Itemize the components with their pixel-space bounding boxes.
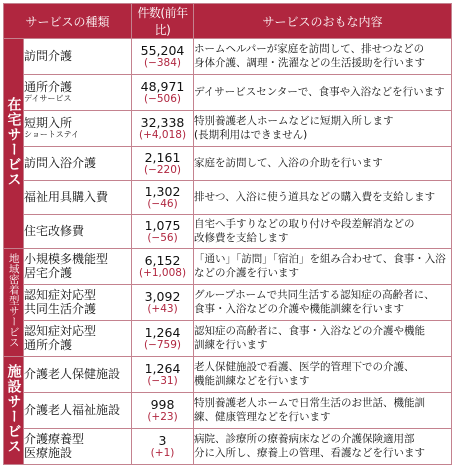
service-description: 特別養護老人ホームで日常生活のお世話、機能訓 練、健康管理などを行います: [194, 393, 452, 429]
header-row: [4, 4, 452, 39]
service-description: ホームヘルパーが家庭を訪問して、排せつなどの 身体介護、調理・洗濯などの生活援助を行います: [194, 39, 452, 75]
service-description: 特別養護老人ホームなどに短期入所します (長期利用はできません): [194, 111, 452, 147]
service-description: 家庭を訪問して、入浴の介助を行います: [194, 147, 452, 181]
service-name: 認知症対応型 通所介護: [24, 321, 132, 357]
service-count: 1,264 (−759): [132, 321, 194, 357]
table-row: [4, 249, 452, 285]
service-count: 6,152 (+1,008): [132, 249, 194, 285]
table-row: [4, 429, 452, 465]
service-description: グループホームで共同生活する認知症の高齢者に、 食事・入浴などの介護や機能訓練を行います: [194, 285, 452, 321]
service-name: 認知症対応型 共同生活介護: [24, 285, 132, 321]
service-count: 1,302 (−46): [132, 181, 194, 215]
service-count: 1,075 (−56): [132, 215, 194, 249]
table-row: [4, 357, 452, 393]
table-row: [4, 321, 452, 357]
service-description: デイサービスセンターで、食事や入浴などを行います: [194, 75, 452, 111]
service-name: 短期入所 ショートステイ: [24, 111, 132, 147]
service-name: 訪問介護: [24, 39, 132, 75]
service-description: 病院、診療所の療養病床などの介護保険適用部 分に入所し、療養上の管理、看護などを行います: [194, 429, 452, 465]
service-name: 住宅改修費: [24, 215, 132, 249]
table-row: [4, 215, 452, 249]
table-row: [4, 285, 452, 321]
service-count: 3,092 (+43): [132, 285, 194, 321]
group-label-facility: 施設サービス: [4, 357, 24, 465]
service-count: 55,204 (−384): [132, 39, 194, 75]
service-name: 小規模多機能型 居宅介護: [24, 249, 132, 285]
service-name: 福祉用具購入費: [24, 181, 132, 215]
table-row: [4, 181, 452, 215]
table-row: [4, 39, 452, 75]
service-count: 48,971 (−506): [132, 75, 194, 111]
service-name: 介護療養型 医療施設: [24, 429, 132, 465]
service-description: 自宅へ手すりなどの取り付けや段差解消などの 改修費を支給します: [194, 215, 452, 249]
service-description: 排せつ、入浴に使う道具などの購入費を支給します: [194, 181, 452, 215]
services-table-wrapper: [3, 3, 451, 460]
services-table: [3, 3, 452, 465]
table-row: [4, 111, 452, 147]
service-name: 訪問入浴介護: [24, 147, 132, 181]
service-description: 老人保健施設で看護、医学的管理下での介護、 機能訓練などを行います: [194, 357, 452, 393]
group-label-home: 在宅サービス: [4, 39, 24, 249]
service-count: 2,161 (−220): [132, 147, 194, 181]
group-label-community: 地域密着型サービス: [4, 249, 24, 357]
header-service-type: サービスの種類: [4, 4, 132, 39]
table-row: [4, 147, 452, 181]
service-name: 介護老人福祉施設: [24, 393, 132, 429]
header-count: 件数(前年比): [132, 4, 194, 39]
service-description: 「通い」「訪問」「宿泊」を組み合わせて、食事・入浴 などの介護を行います: [194, 249, 452, 285]
header-content: サービスのおもな内容: [194, 4, 452, 39]
service-count: 1,264 (−31): [132, 357, 194, 393]
service-name: 介護老人保健施設: [24, 357, 132, 393]
service-name: 通所介護 デイサービス: [24, 75, 132, 111]
table-row: [4, 393, 452, 429]
service-count: 998 (+23): [132, 393, 194, 429]
service-count: 3 (+1): [132, 429, 194, 465]
table-row: [4, 75, 452, 111]
service-count: 32,338 (+4,018): [132, 111, 194, 147]
service-description: 認知症の高齢者に、食事・入浴などの介護や機能 訓練を行います: [194, 321, 452, 357]
